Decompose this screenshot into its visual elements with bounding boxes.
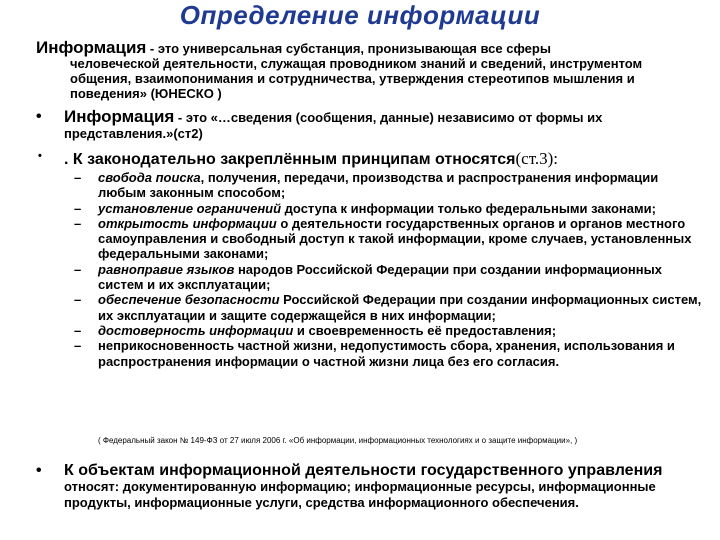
list-item xyxy=(74,292,706,323)
list-item xyxy=(74,201,706,216)
principle-text: и своевременность её предоставления; xyxy=(293,322,557,338)
dash-marker: – xyxy=(74,170,82,185)
principle-text: Российской Федерации при создании информационных систем, их эксплуатации и защите содержащейся в них информации; xyxy=(98,292,702,323)
definition-text: - это «…сведения (сообщения, данные) независимо от формы их представления.»(ст2) xyxy=(64,110,603,141)
dash-marker: – xyxy=(74,338,82,354)
list-item xyxy=(74,262,706,293)
principles-heading-text: . К законодательно закреплённым принципам относятся xyxy=(64,151,516,168)
law-reference-note: ( Федеральный закон № 149-ФЗ от 27 июля 2006 г. «Об информации, информационных технологиях и о защите информации», ) xyxy=(98,436,578,445)
principle-text: о деятельности государственных органов и органов местного самоуправления и свободный доступ к такой информации, кроме случаев, установленных федеральными законами; xyxy=(98,215,692,262)
definition-continuation: человеческой деятельности, служащая проводником знаний и сведений, инструментом общения, взаимопонимания и сотрудничества, утверждения стереотипов мышления и поведения» (ЮНЕСКО ) xyxy=(70,56,643,101)
principle-text: народов Российской Федерации при создании информационных систем и их эксплуатации; xyxy=(98,261,662,293)
bullet-marker: • xyxy=(36,462,42,479)
definition-term: Информация xyxy=(64,107,175,126)
objects-paragraph xyxy=(64,463,704,511)
bullet-marker: • xyxy=(38,150,42,162)
dash-marker: – xyxy=(74,215,82,231)
dash-marker: – xyxy=(74,261,82,277)
definition-law xyxy=(64,109,714,142)
principle-term: свобода поиска xyxy=(98,170,201,185)
list-item xyxy=(74,170,706,201)
list-item xyxy=(74,216,706,262)
principle-term: установление ограничений xyxy=(98,200,282,216)
principle-term: открытость информации xyxy=(98,215,277,231)
definition-unesco xyxy=(36,40,706,101)
bullet-marker: • xyxy=(36,108,42,125)
list-item xyxy=(74,338,706,369)
principle-text: , получения, передачи, производства и распространения информации любым законным способом; xyxy=(98,170,659,201)
principle-text: неприкосновенность частной жизни, недопустимость сбора, хранения, использования и распространения информации о частной жизни лица без его согласия. xyxy=(98,338,675,369)
principle-text: доступа к информации только федеральными законами; xyxy=(281,200,656,216)
list-item xyxy=(74,323,706,338)
principle-term: равноправие языков xyxy=(98,261,235,277)
principles-list xyxy=(74,170,706,369)
definition-term: Информация xyxy=(36,38,147,57)
dash-marker: – xyxy=(74,322,82,338)
principles-article-ref: (ст.3): xyxy=(515,149,559,168)
definition-text: - это универсальная субстанция, пронизывающая все сферы xyxy=(146,41,551,56)
principle-term: достоверность информации xyxy=(98,322,294,338)
principles-heading xyxy=(64,149,558,169)
page-title: Определение информации xyxy=(179,0,541,30)
dash-marker: – xyxy=(74,292,82,308)
objects-text: относят: документированную информацию; информационные ресурсы, информационные продукты, информационные услуги, средства информационного обеспечения. xyxy=(64,479,656,510)
objects-lead: К объектам информационной деятельности государственного управления xyxy=(64,462,663,479)
dash-marker: – xyxy=(74,200,82,216)
principle-term: обеспечение безопасности xyxy=(98,292,280,308)
